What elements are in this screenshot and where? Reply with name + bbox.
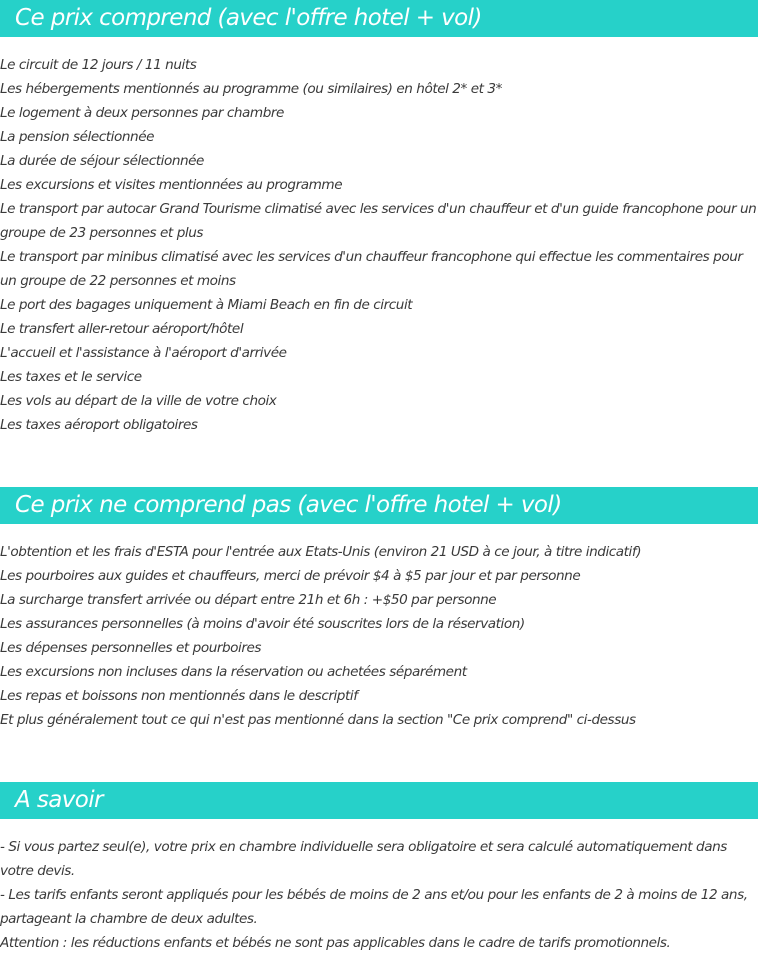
section-title: A savoir <box>15 787 103 813</box>
list-item: Les assurances personnelles (à moins d'avoir été souscrites lors de la réservation) <box>0 616 525 632</box>
list-item: Le port des bagages uniquement à Miami Beach en fin de circuit <box>0 297 413 313</box>
list-item: Les hébergements mentionnés au programme (ou similaires) en hôtel 2* et 3* <box>0 81 502 97</box>
section-header-not-included <box>0 487 758 524</box>
list-item: Les excursions non incluses dans la réservation ou achetées séparément <box>0 664 467 680</box>
list-item: Le logement à deux personnes par chambre <box>0 105 284 121</box>
list-item: Les excursions et visites mentionnées au programme <box>0 177 343 193</box>
list-item: L'accueil et l'assistance à l'aéroport d'arrivée <box>0 345 287 361</box>
list-item: Attention : les réductions enfants et bébés ne sont pas applicables dans le cadre de tarifs promotionnels. <box>0 935 671 951</box>
list-item: - Les tarifs enfants seront appliqués pour les bébés de moins de 2 ans et/ou pour les enfants de 2 à moins de 12 ans, partageant la chambre de deux adultes. <box>0 887 748 927</box>
list-item: Les taxes aéroport obligatoires <box>0 417 198 433</box>
list-item: Le circuit de 12 jours / 11 nuits <box>0 57 197 73</box>
included-list <box>0 53 758 437</box>
list-item: Le transport par autocar Grand Tourisme climatisé avec les services d'un chauffeur et d'un guide francophone pour un groupe de 23 personnes et plus <box>0 201 757 241</box>
list-item: Les dépenses personnelles et pourboires <box>0 640 262 656</box>
list-item: La pension sélectionnée <box>0 129 155 145</box>
list-item: Le transport par minibus climatisé avec les services d'un chauffeur francophone qui effectue les commentaires pour un groupe de 22 personnes et moins <box>0 249 743 289</box>
list-item: Le transfert aller-retour aéroport/hôtel <box>0 321 244 337</box>
list-item: La durée de séjour sélectionnée <box>0 153 204 169</box>
list-item: L'obtention et les frais d'ESTA pour l'entrée aux Etats-Unis (environ 21 USD à ce jour, à titre indicatif) <box>0 544 642 560</box>
list-item: Les pourboires aux guides et chauffeurs, merci de prévoir $4 à $5 par jour et par personne <box>0 568 581 584</box>
good-to-know-list <box>0 835 758 955</box>
section-title: Ce prix comprend (avec l'offre hotel + vol) <box>15 5 482 31</box>
list-item: - Si vous partez seul(e), votre prix en chambre individuelle sera obligatoire et sera calculé automatiquement dans votre devis. <box>0 839 727 879</box>
section-title: Ce prix ne comprend pas (avec l'offre hotel + vol) <box>15 492 562 518</box>
list-item: La surcharge transfert arrivée ou départ entre 21h et 6h : +$50 par personne <box>0 592 497 608</box>
section-header-good-to-know <box>0 782 758 819</box>
section-header-included <box>0 0 758 37</box>
list-item: Les vols au départ de la ville de votre choix <box>0 393 277 409</box>
list-item: Et plus généralement tout ce qui n'est pas mentionné dans la section "Ce prix comprend" ci-dessus <box>0 712 636 728</box>
list-item: Les repas et boissons non mentionnés dans le descriptif <box>0 688 358 704</box>
not-included-list <box>0 540 758 732</box>
list-item: Les taxes et le service <box>0 369 142 385</box>
